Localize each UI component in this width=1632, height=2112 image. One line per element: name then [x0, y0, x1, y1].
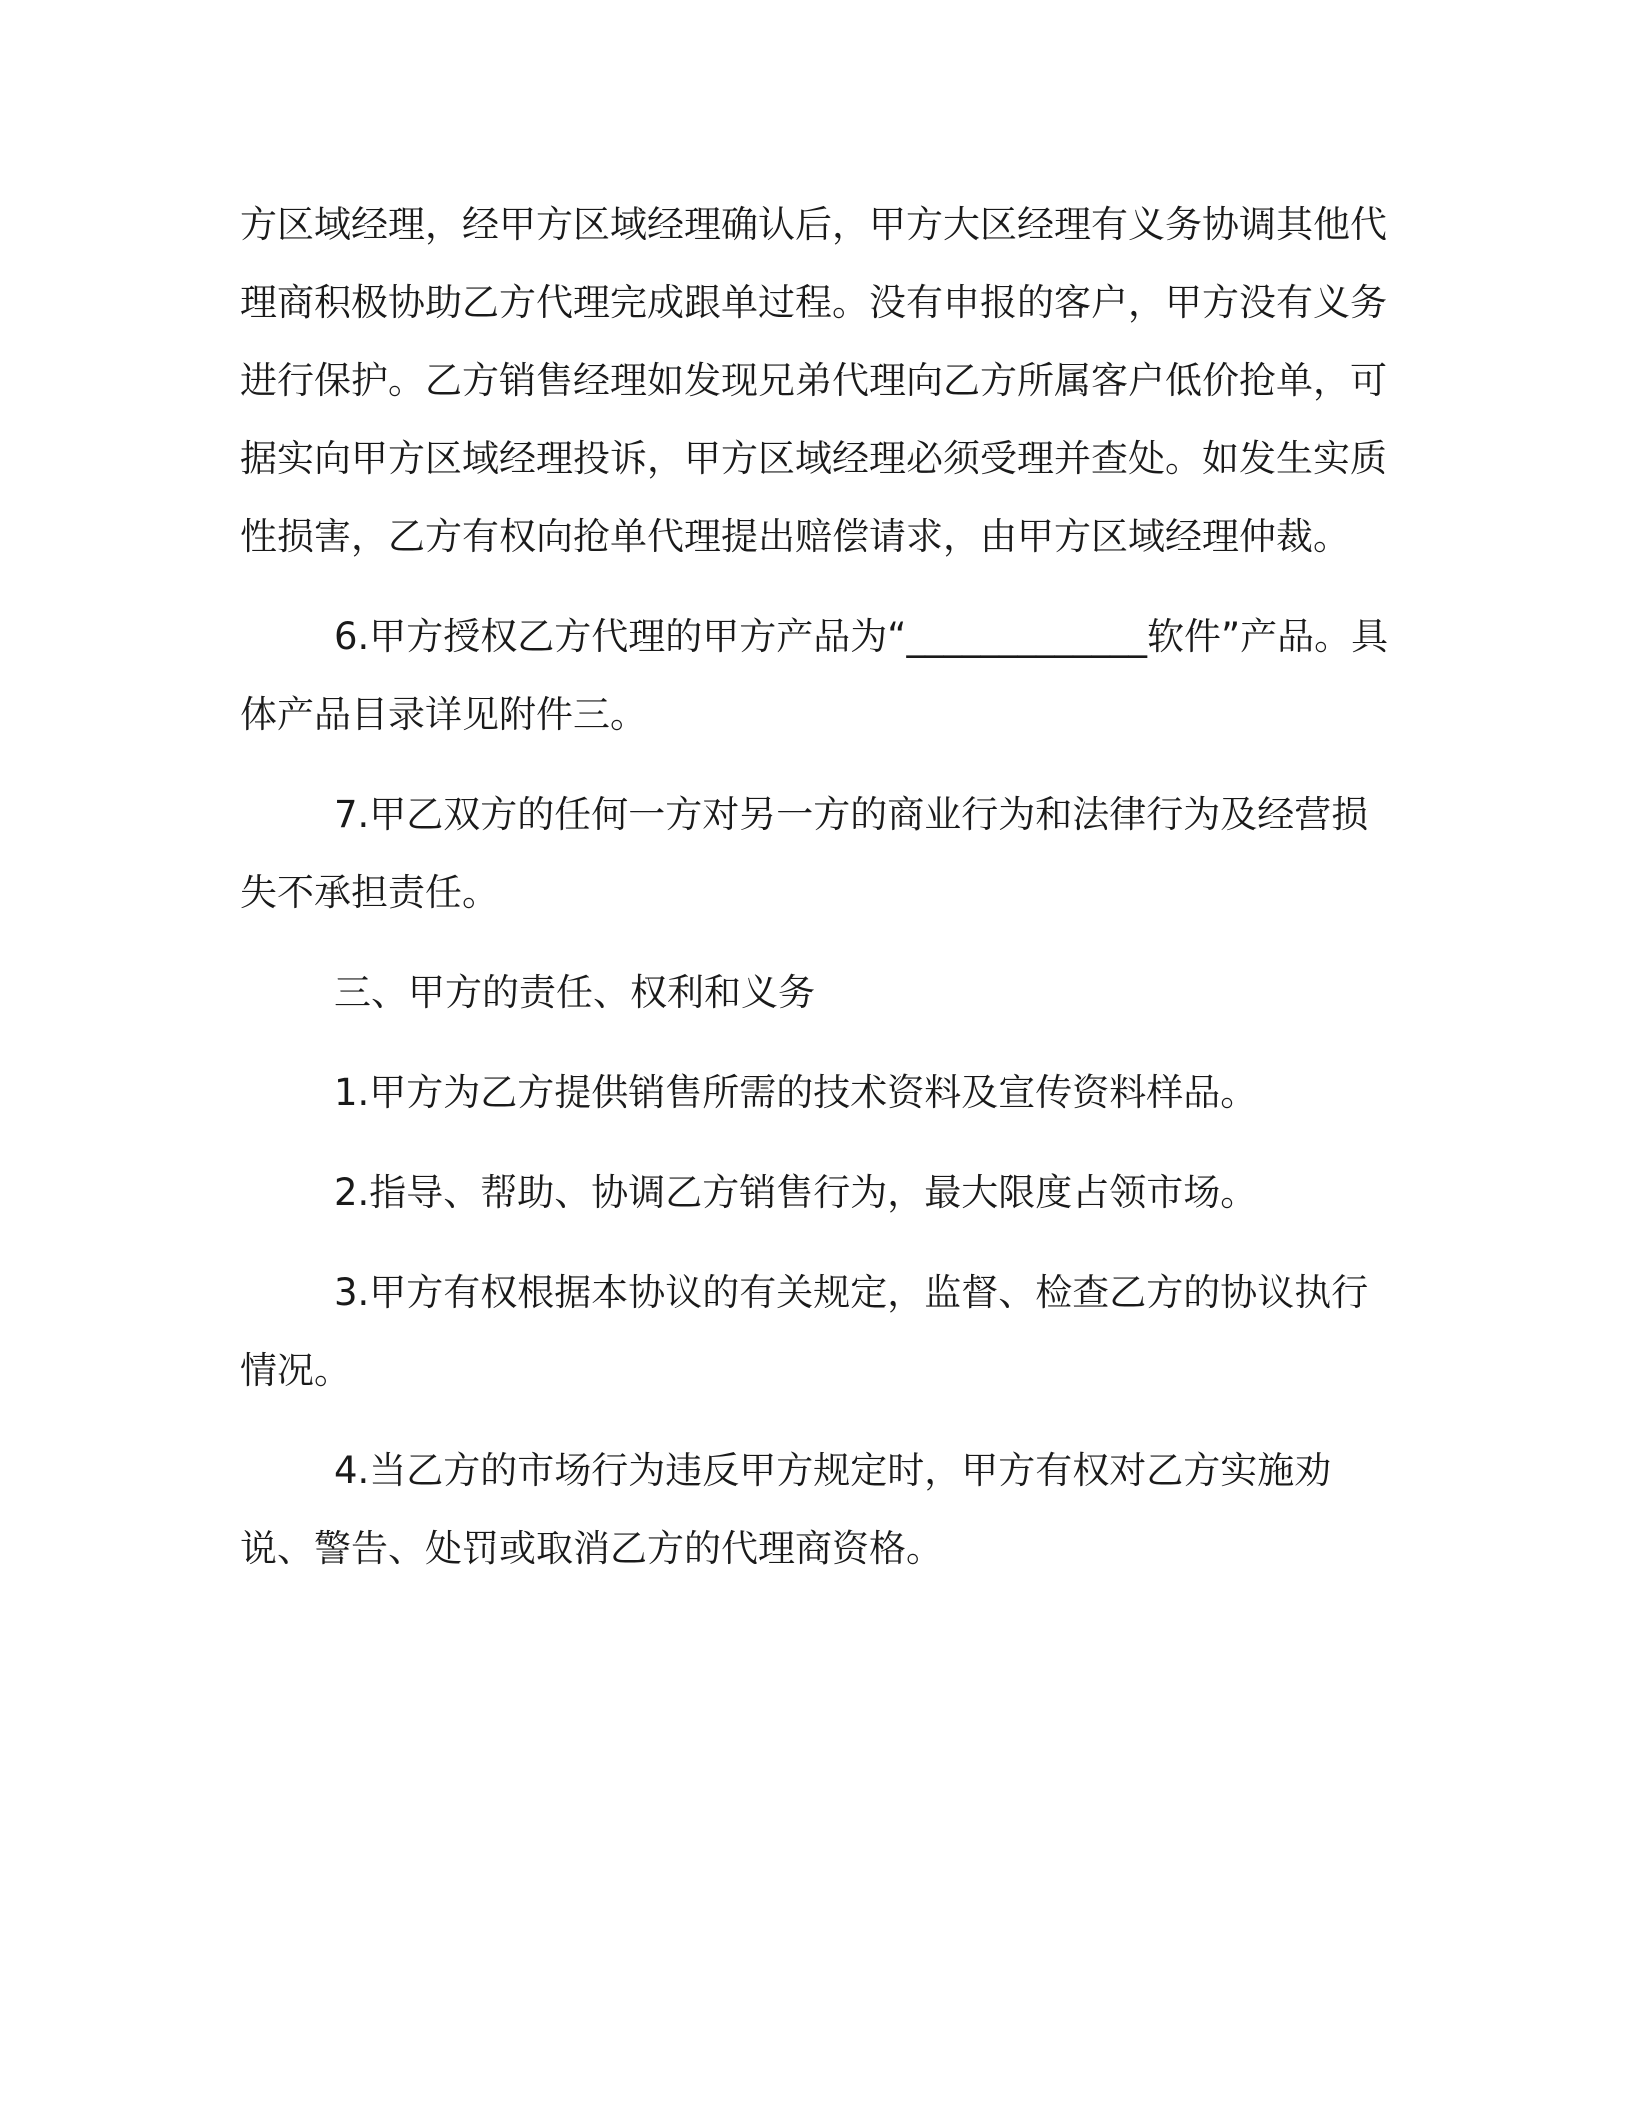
- clause-3-4: 4.当乙方的市场行为违反甲方规定时，甲方有权对乙方实施劝说、警告、处罚或取消乙方的代理商资格。: [240, 1449, 1332, 1570]
- paragraph-continuation: 方区域经理，经甲方区域经理确认后，甲方大区经理有义务协调其他代理商积极协助乙方代理完成跟单过程。没有申报的客户，甲方没有义务进行保护。乙方销售经理如发现兄弟代理向乙方所属客户低价抢单，可据实向甲方区域经理投诉，甲方区域经理必须受理并查处。如发生实质性损害，乙方有权向抢单代理提出赔偿请求，由甲方区域经理仲裁。: [240, 203, 1387, 558]
- clause-3-3: 3.甲方有权根据本协议的有关规定，监督、检查乙方的协议执行情况。: [240, 1271, 1369, 1392]
- document-body: [240, 186, 1390, 1588]
- clause-3-2: 2.指导、帮助、协调乙方销售行为，最大限度占领市场。: [334, 1171, 1258, 1214]
- clause-2-6: 6.甲方授权乙方代理的甲方产品为“_____________软件”产品。具体产品目录详见附件三。: [240, 615, 1389, 736]
- section-heading-3: 三、甲方的责任、权利和义务: [334, 971, 815, 1014]
- clause-2-7: 7.甲乙双方的任何一方对另一方的商业行为和法律行为及经营损失不承担责任。: [240, 793, 1369, 914]
- clause-3-1: 1.甲方为乙方提供销售所需的技术资料及宣传资料样品。: [334, 1071, 1258, 1114]
